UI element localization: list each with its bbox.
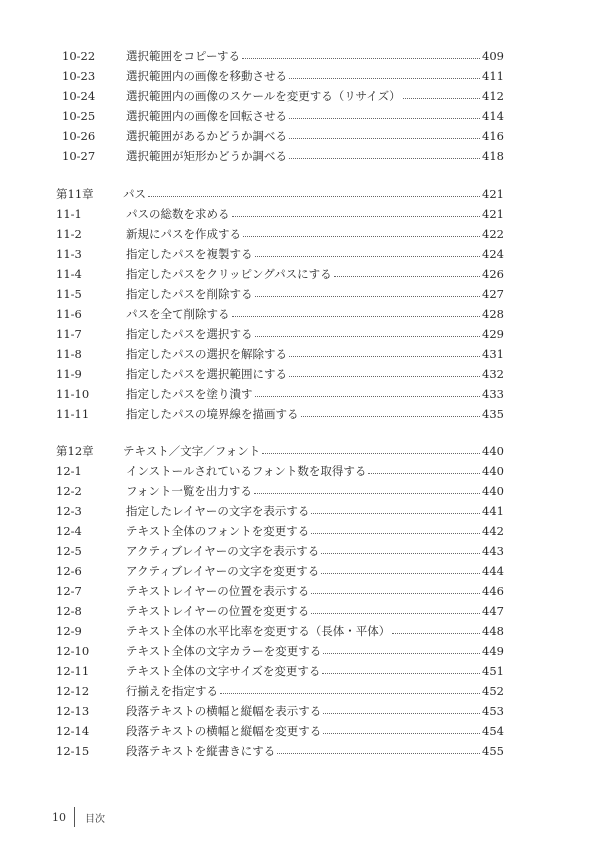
toc-entry-row bbox=[56, 244, 504, 264]
section-title: フォント一覧を出力する bbox=[126, 484, 252, 498]
toc-entry-row bbox=[56, 461, 504, 481]
dot-leader bbox=[311, 593, 480, 594]
section-title: テキストレイヤーの位置を変更する bbox=[126, 604, 310, 618]
section-title: 行揃えを指定する bbox=[126, 684, 218, 698]
section-number: 12-1 bbox=[56, 464, 82, 478]
page-number: 409 bbox=[482, 49, 504, 63]
dot-leader bbox=[368, 473, 480, 474]
section-title: 指定したパスを複製する bbox=[126, 247, 253, 261]
section-title: 段落テキストを縦書きにする bbox=[126, 744, 276, 758]
toc-block-chapter-10-continued bbox=[62, 46, 504, 166]
section-title: 選択範囲があるかどうか調べる bbox=[126, 129, 287, 143]
chapter-number: 第11章 bbox=[56, 187, 94, 201]
toc-entry-row bbox=[56, 661, 504, 681]
section-title: テキスト全体の文字カラーを変更する bbox=[126, 644, 322, 658]
entry-body bbox=[126, 146, 504, 166]
toc-entry-row bbox=[56, 284, 504, 304]
section-number: 11-5 bbox=[56, 287, 82, 301]
entry-body bbox=[126, 126, 504, 146]
section-title: テキストレイヤーの位置を表示する bbox=[126, 584, 310, 598]
section-title: テキスト全体のフォントを変更する bbox=[126, 524, 310, 538]
section-number: 12-13 bbox=[56, 704, 90, 718]
dot-leader bbox=[255, 256, 481, 257]
section-title: 選択範囲内の画像のスケールを変更する（リサイズ） bbox=[126, 89, 401, 103]
entry-body bbox=[126, 384, 504, 404]
page-number: 433 bbox=[482, 387, 504, 401]
dot-leader bbox=[232, 216, 481, 217]
section-number: 10-22 bbox=[62, 49, 96, 63]
entry-body bbox=[126, 481, 504, 501]
section-number: 12-6 bbox=[56, 564, 82, 578]
entry-body bbox=[126, 264, 504, 284]
dot-leader bbox=[232, 316, 481, 317]
page-number: 431 bbox=[482, 347, 504, 361]
entry-body bbox=[126, 404, 504, 424]
section-number: 12-5 bbox=[56, 544, 82, 558]
section-title: 指定したパスを選択範囲にする bbox=[126, 367, 287, 381]
section-title: 指定したパスの境界線を描画する bbox=[126, 407, 299, 421]
dot-leader bbox=[334, 276, 480, 277]
dot-leader bbox=[255, 396, 481, 397]
entry-body bbox=[126, 46, 504, 66]
entry-body bbox=[126, 641, 504, 661]
dot-leader bbox=[289, 376, 480, 377]
section-title: パスを全て削除する bbox=[126, 307, 230, 321]
section-title: 指定したパスを選択する bbox=[126, 327, 253, 341]
dot-leader bbox=[392, 633, 480, 634]
section-number: 10-23 bbox=[62, 69, 96, 83]
section-number: 12-7 bbox=[56, 584, 82, 598]
toc-entry-row bbox=[56, 364, 504, 384]
toc-entry-row bbox=[56, 521, 504, 541]
dot-leader bbox=[262, 453, 480, 454]
page-number: 414 bbox=[482, 109, 504, 123]
toc-entry-row bbox=[62, 146, 504, 166]
toc-entry-row bbox=[56, 621, 504, 641]
page-number: 440 bbox=[482, 444, 504, 458]
toc-entry-row bbox=[62, 66, 504, 86]
toc-entry-row bbox=[62, 86, 504, 106]
section-number: 10-26 bbox=[62, 129, 96, 143]
toc-entry-row bbox=[56, 324, 504, 344]
section-number: 10-24 bbox=[62, 89, 96, 103]
dot-leader bbox=[289, 78, 480, 79]
page-number: 452 bbox=[482, 684, 504, 698]
entry-body bbox=[126, 204, 504, 224]
dot-leader bbox=[289, 158, 480, 159]
section-number: 11-11 bbox=[56, 407, 90, 421]
chapter-title: テキスト／文字／フォント bbox=[123, 444, 261, 458]
toc-entry-row bbox=[62, 126, 504, 146]
entry-body bbox=[126, 541, 504, 561]
section-number: 10-25 bbox=[62, 109, 96, 123]
section-title: テキスト全体の文字サイズを変更する bbox=[126, 664, 321, 678]
section-number: 11-4 bbox=[56, 267, 82, 281]
section-number: 12-14 bbox=[56, 724, 90, 738]
page-footer bbox=[52, 807, 105, 827]
page-number: 412 bbox=[482, 89, 504, 103]
toc-entry-row bbox=[56, 581, 504, 601]
page-number: 441 bbox=[482, 504, 504, 518]
section-number: 12-2 bbox=[56, 484, 82, 498]
toc-entry-row bbox=[56, 681, 504, 701]
section-number: 12-12 bbox=[56, 684, 90, 698]
entry-body bbox=[126, 461, 504, 481]
page-number: 418 bbox=[482, 149, 504, 163]
section-title: テキスト全体の水平比率を変更する（長体・平体） bbox=[126, 624, 391, 638]
section-number: 12-8 bbox=[56, 604, 82, 618]
page-number: 440 bbox=[482, 464, 504, 478]
page-number: 442 bbox=[482, 524, 504, 538]
section-number: 11-1 bbox=[56, 207, 82, 221]
entry-body bbox=[126, 364, 504, 384]
entry-body bbox=[126, 224, 504, 244]
dot-leader bbox=[311, 513, 480, 514]
chapter-number: 第12章 bbox=[56, 444, 94, 458]
section-title: 指定したパスの選択を解除する bbox=[126, 347, 287, 361]
dot-leader bbox=[148, 196, 480, 197]
entry-body bbox=[126, 661, 504, 681]
entry-body bbox=[126, 324, 504, 344]
dot-leader bbox=[322, 673, 480, 674]
section-title: 指定したパスを削除する bbox=[126, 287, 253, 301]
section-number: 11-2 bbox=[56, 227, 82, 241]
page-number: 444 bbox=[482, 564, 504, 578]
dot-leader bbox=[321, 553, 480, 554]
entry-body bbox=[126, 601, 504, 621]
entry-body bbox=[126, 244, 504, 264]
page-number: 432 bbox=[482, 367, 504, 381]
entry-body bbox=[126, 701, 504, 721]
page-number: 453 bbox=[482, 704, 504, 718]
toc-block-chapter-11 bbox=[56, 184, 504, 424]
dot-leader bbox=[289, 138, 480, 139]
dot-leader bbox=[220, 693, 480, 694]
toc-block-chapter-12 bbox=[56, 441, 504, 761]
toc-entry-row bbox=[56, 224, 504, 244]
entry-body bbox=[123, 184, 504, 204]
section-number: 11-9 bbox=[56, 367, 82, 381]
page-number: 440 bbox=[482, 484, 504, 498]
page-number: 448 bbox=[482, 624, 504, 638]
page-number: 447 bbox=[482, 604, 504, 618]
section-title: 選択範囲をコピーする bbox=[126, 49, 240, 63]
section-title: 選択範囲内の画像を回転させる bbox=[126, 109, 287, 123]
page-number: 454 bbox=[482, 724, 504, 738]
section-title: 指定したレイヤーの文字を表示する bbox=[126, 504, 310, 518]
section-title: アクティブレイヤーの文字を表示する bbox=[126, 544, 320, 558]
dot-leader bbox=[242, 58, 480, 59]
dot-leader bbox=[301, 416, 481, 417]
entry-body bbox=[126, 621, 504, 641]
dot-leader bbox=[243, 236, 480, 237]
section-number: 12-4 bbox=[56, 524, 82, 538]
section-title: 選択範囲内の画像を移動させる bbox=[126, 69, 287, 83]
entry-body bbox=[126, 344, 504, 364]
toc-entry-row bbox=[62, 46, 504, 66]
dot-leader bbox=[277, 753, 480, 754]
section-number: 12-10 bbox=[56, 644, 90, 658]
toc-entry-row bbox=[56, 601, 504, 621]
section-title: 選択範囲が矩形かどうか調べる bbox=[126, 149, 287, 163]
section-number: 11-3 bbox=[56, 247, 82, 261]
page-number: 416 bbox=[482, 129, 504, 143]
entry-body bbox=[126, 501, 504, 521]
section-title: パスの総数を求める bbox=[126, 207, 230, 221]
dot-leader bbox=[255, 296, 481, 297]
toc-entry-row bbox=[62, 106, 504, 126]
section-number: 12-11 bbox=[56, 664, 90, 678]
page-number: 446 bbox=[482, 584, 504, 598]
toc-entry-row bbox=[56, 561, 504, 581]
section-number: 10-27 bbox=[62, 149, 96, 163]
toc-entry-row bbox=[56, 404, 504, 424]
section-number: 12-15 bbox=[56, 744, 90, 758]
dot-leader bbox=[254, 493, 480, 494]
toc-entry-row bbox=[56, 741, 504, 761]
entry-body bbox=[126, 721, 504, 741]
page-number: 421 bbox=[482, 187, 504, 201]
footer-label: 目次 bbox=[85, 813, 105, 825]
page-number: 435 bbox=[482, 407, 504, 421]
entry-body bbox=[126, 284, 504, 304]
dot-leader bbox=[289, 356, 480, 357]
page-number: 451 bbox=[482, 664, 504, 678]
chapter-heading-row bbox=[56, 441, 504, 461]
chapter-heading-row bbox=[56, 184, 504, 204]
entry-body bbox=[126, 66, 504, 86]
dot-leader bbox=[255, 336, 481, 337]
dot-leader bbox=[311, 533, 480, 534]
dot-leader bbox=[403, 98, 480, 99]
section-title: インストールされているフォント数を取得する bbox=[126, 464, 367, 478]
section-title: 段落テキストの横幅と縦幅を表示する bbox=[126, 704, 322, 718]
section-title: アクティブレイヤーの文字を変更する bbox=[126, 564, 320, 578]
dot-leader bbox=[311, 613, 480, 614]
footer-page-number: 10 bbox=[52, 810, 66, 824]
page-number: 455 bbox=[482, 744, 504, 758]
dot-leader bbox=[289, 118, 480, 119]
toc-entry-row bbox=[56, 541, 504, 561]
entry-body bbox=[126, 521, 504, 541]
page-number: 429 bbox=[482, 327, 504, 341]
section-title: 指定したパスを塗り潰す bbox=[126, 387, 253, 401]
chapter-title: パス bbox=[123, 187, 146, 201]
entry-body bbox=[126, 581, 504, 601]
dot-leader bbox=[323, 653, 480, 654]
page-number: 449 bbox=[482, 644, 504, 658]
toc-entry-row bbox=[56, 481, 504, 501]
section-title: 指定したパスをクリッピングパスにする bbox=[126, 267, 332, 281]
page-number: 428 bbox=[482, 307, 504, 321]
entry-body bbox=[126, 561, 504, 581]
toc-entry-row bbox=[56, 641, 504, 661]
toc-entry-row bbox=[56, 501, 504, 521]
toc-entry-row bbox=[56, 304, 504, 324]
page-number: 411 bbox=[482, 69, 504, 83]
toc-entry-row bbox=[56, 204, 504, 224]
page-number: 426 bbox=[482, 267, 504, 281]
page-number: 443 bbox=[482, 544, 504, 558]
toc-entry-row bbox=[56, 264, 504, 284]
toc-entry-row bbox=[56, 344, 504, 364]
entry-body bbox=[126, 741, 504, 761]
page-number: 427 bbox=[482, 287, 504, 301]
section-number: 11-10 bbox=[56, 387, 90, 401]
toc-entry-row bbox=[56, 701, 504, 721]
entry-body bbox=[123, 441, 504, 461]
entry-body bbox=[126, 106, 504, 126]
dot-leader bbox=[321, 573, 480, 574]
entry-body bbox=[126, 304, 504, 324]
entry-body bbox=[126, 86, 504, 106]
dot-leader bbox=[323, 713, 480, 714]
section-number: 12-3 bbox=[56, 504, 82, 518]
toc-entry-row bbox=[56, 721, 504, 741]
section-title: 段落テキストの横幅と縦幅を変更する bbox=[126, 724, 322, 738]
entry-body bbox=[126, 681, 504, 701]
toc-entry-row bbox=[56, 384, 504, 404]
section-number: 11-6 bbox=[56, 307, 82, 321]
page-number: 424 bbox=[482, 247, 504, 261]
section-number: 11-7 bbox=[56, 327, 82, 341]
footer-divider bbox=[74, 807, 75, 827]
dot-leader bbox=[323, 733, 480, 734]
page-number: 421 bbox=[482, 207, 504, 221]
section-number: 12-9 bbox=[56, 624, 82, 638]
section-title: 新規にパスを作成する bbox=[126, 227, 241, 241]
section-number: 11-8 bbox=[56, 347, 82, 361]
page-number: 422 bbox=[482, 227, 504, 241]
